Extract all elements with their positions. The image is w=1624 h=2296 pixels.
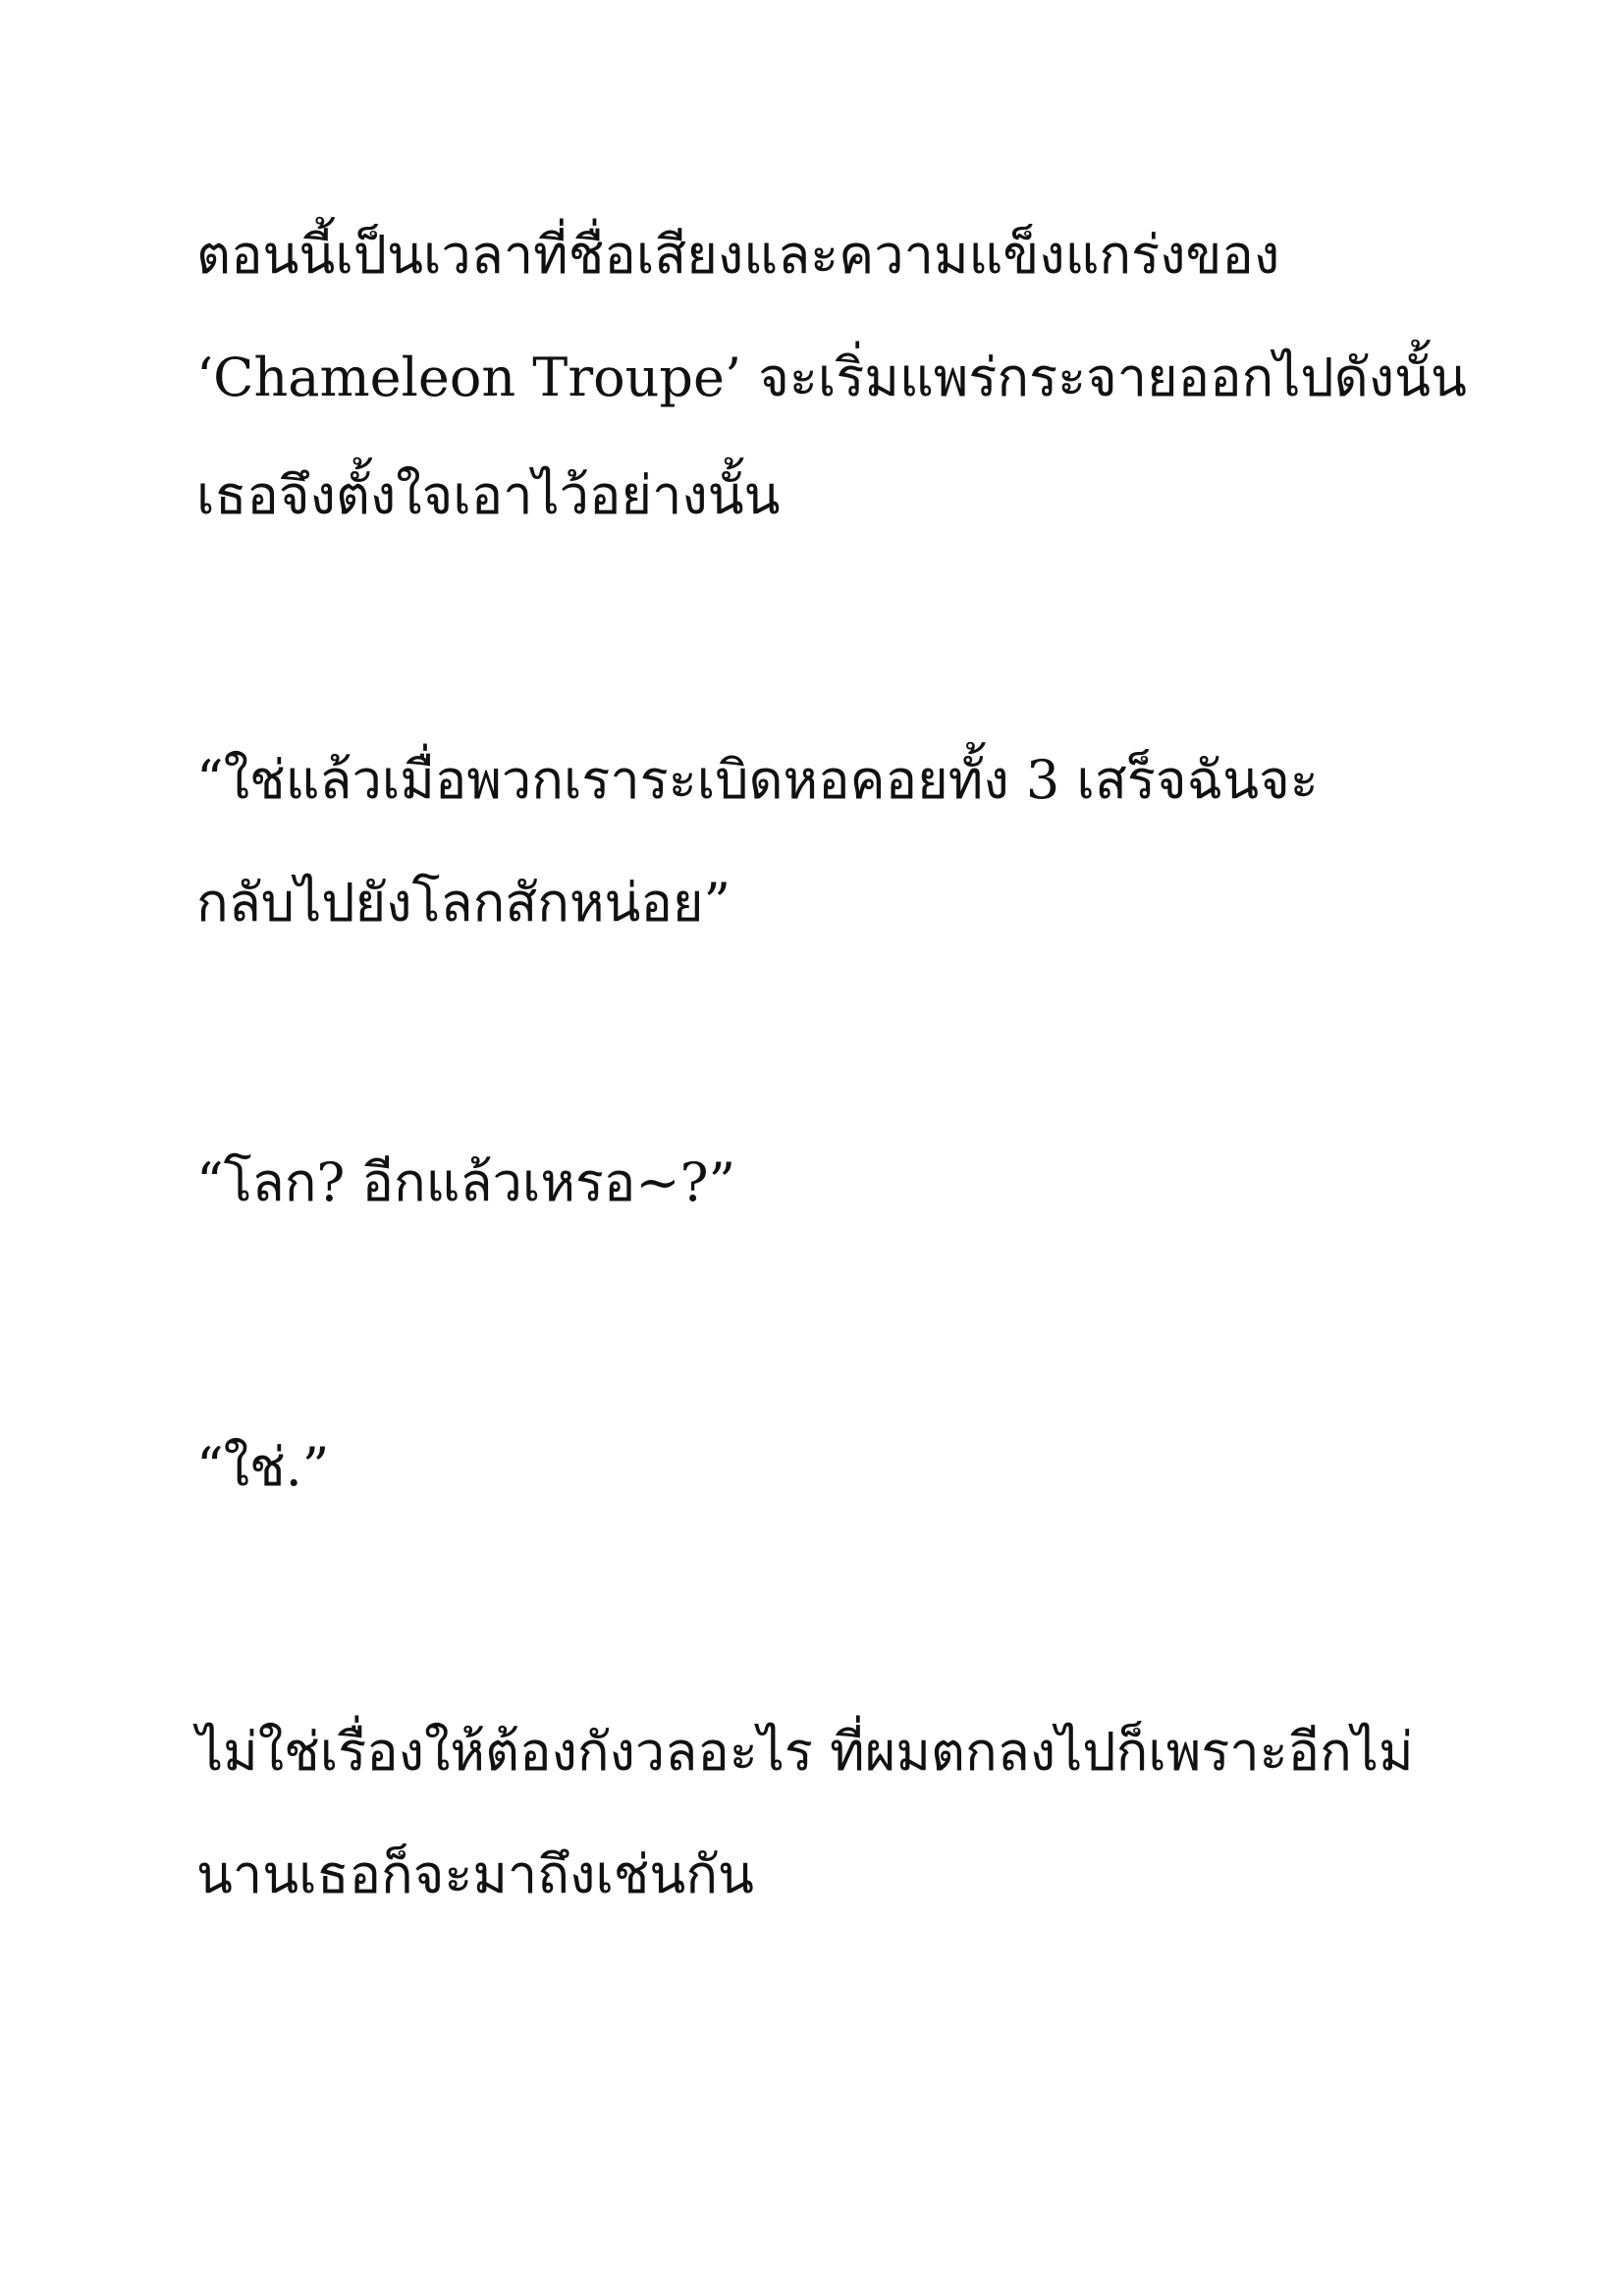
paragraph-1-line-2: ‘Chameleon Troupe’ จะเริ่มแพร่กระจายออกไปดังนั้น bbox=[196, 347, 1467, 408]
dialogue-2: “โลก? อีกแล้วเหรอ~?” bbox=[196, 1151, 736, 1213]
dialogue-1-line-1: “ใช่แล้วเมื่อพวกเราระเบิดหอคอยทั้ง 3 เสร็จฉันจะ bbox=[196, 749, 1319, 811]
paragraph-1-line-1: ตอนนี้เป็นเวลาที่ชื่อเสียงและความแข็งแกร่งของ bbox=[196, 224, 1280, 286]
dialogue-1-line-2: กลับไปยังโลกสักหน่อย” bbox=[196, 872, 731, 934]
paragraph-2-line-1: ไม่ใช่เรื่องให้ต้องกังวลอะไร ที่ผมตกลงไปก็เพราะอีกไม่ bbox=[196, 1721, 1414, 1783]
dialogue-3: “ใช่.” bbox=[196, 1436, 330, 1498]
paragraph-2-line-2: นานเธอก็จะมาถึงเช่นกัน bbox=[196, 1843, 754, 1905]
paragraph-1-line-3: เธอจึงตั้งใจเอาไว้อย่างนั้น bbox=[196, 464, 781, 526]
